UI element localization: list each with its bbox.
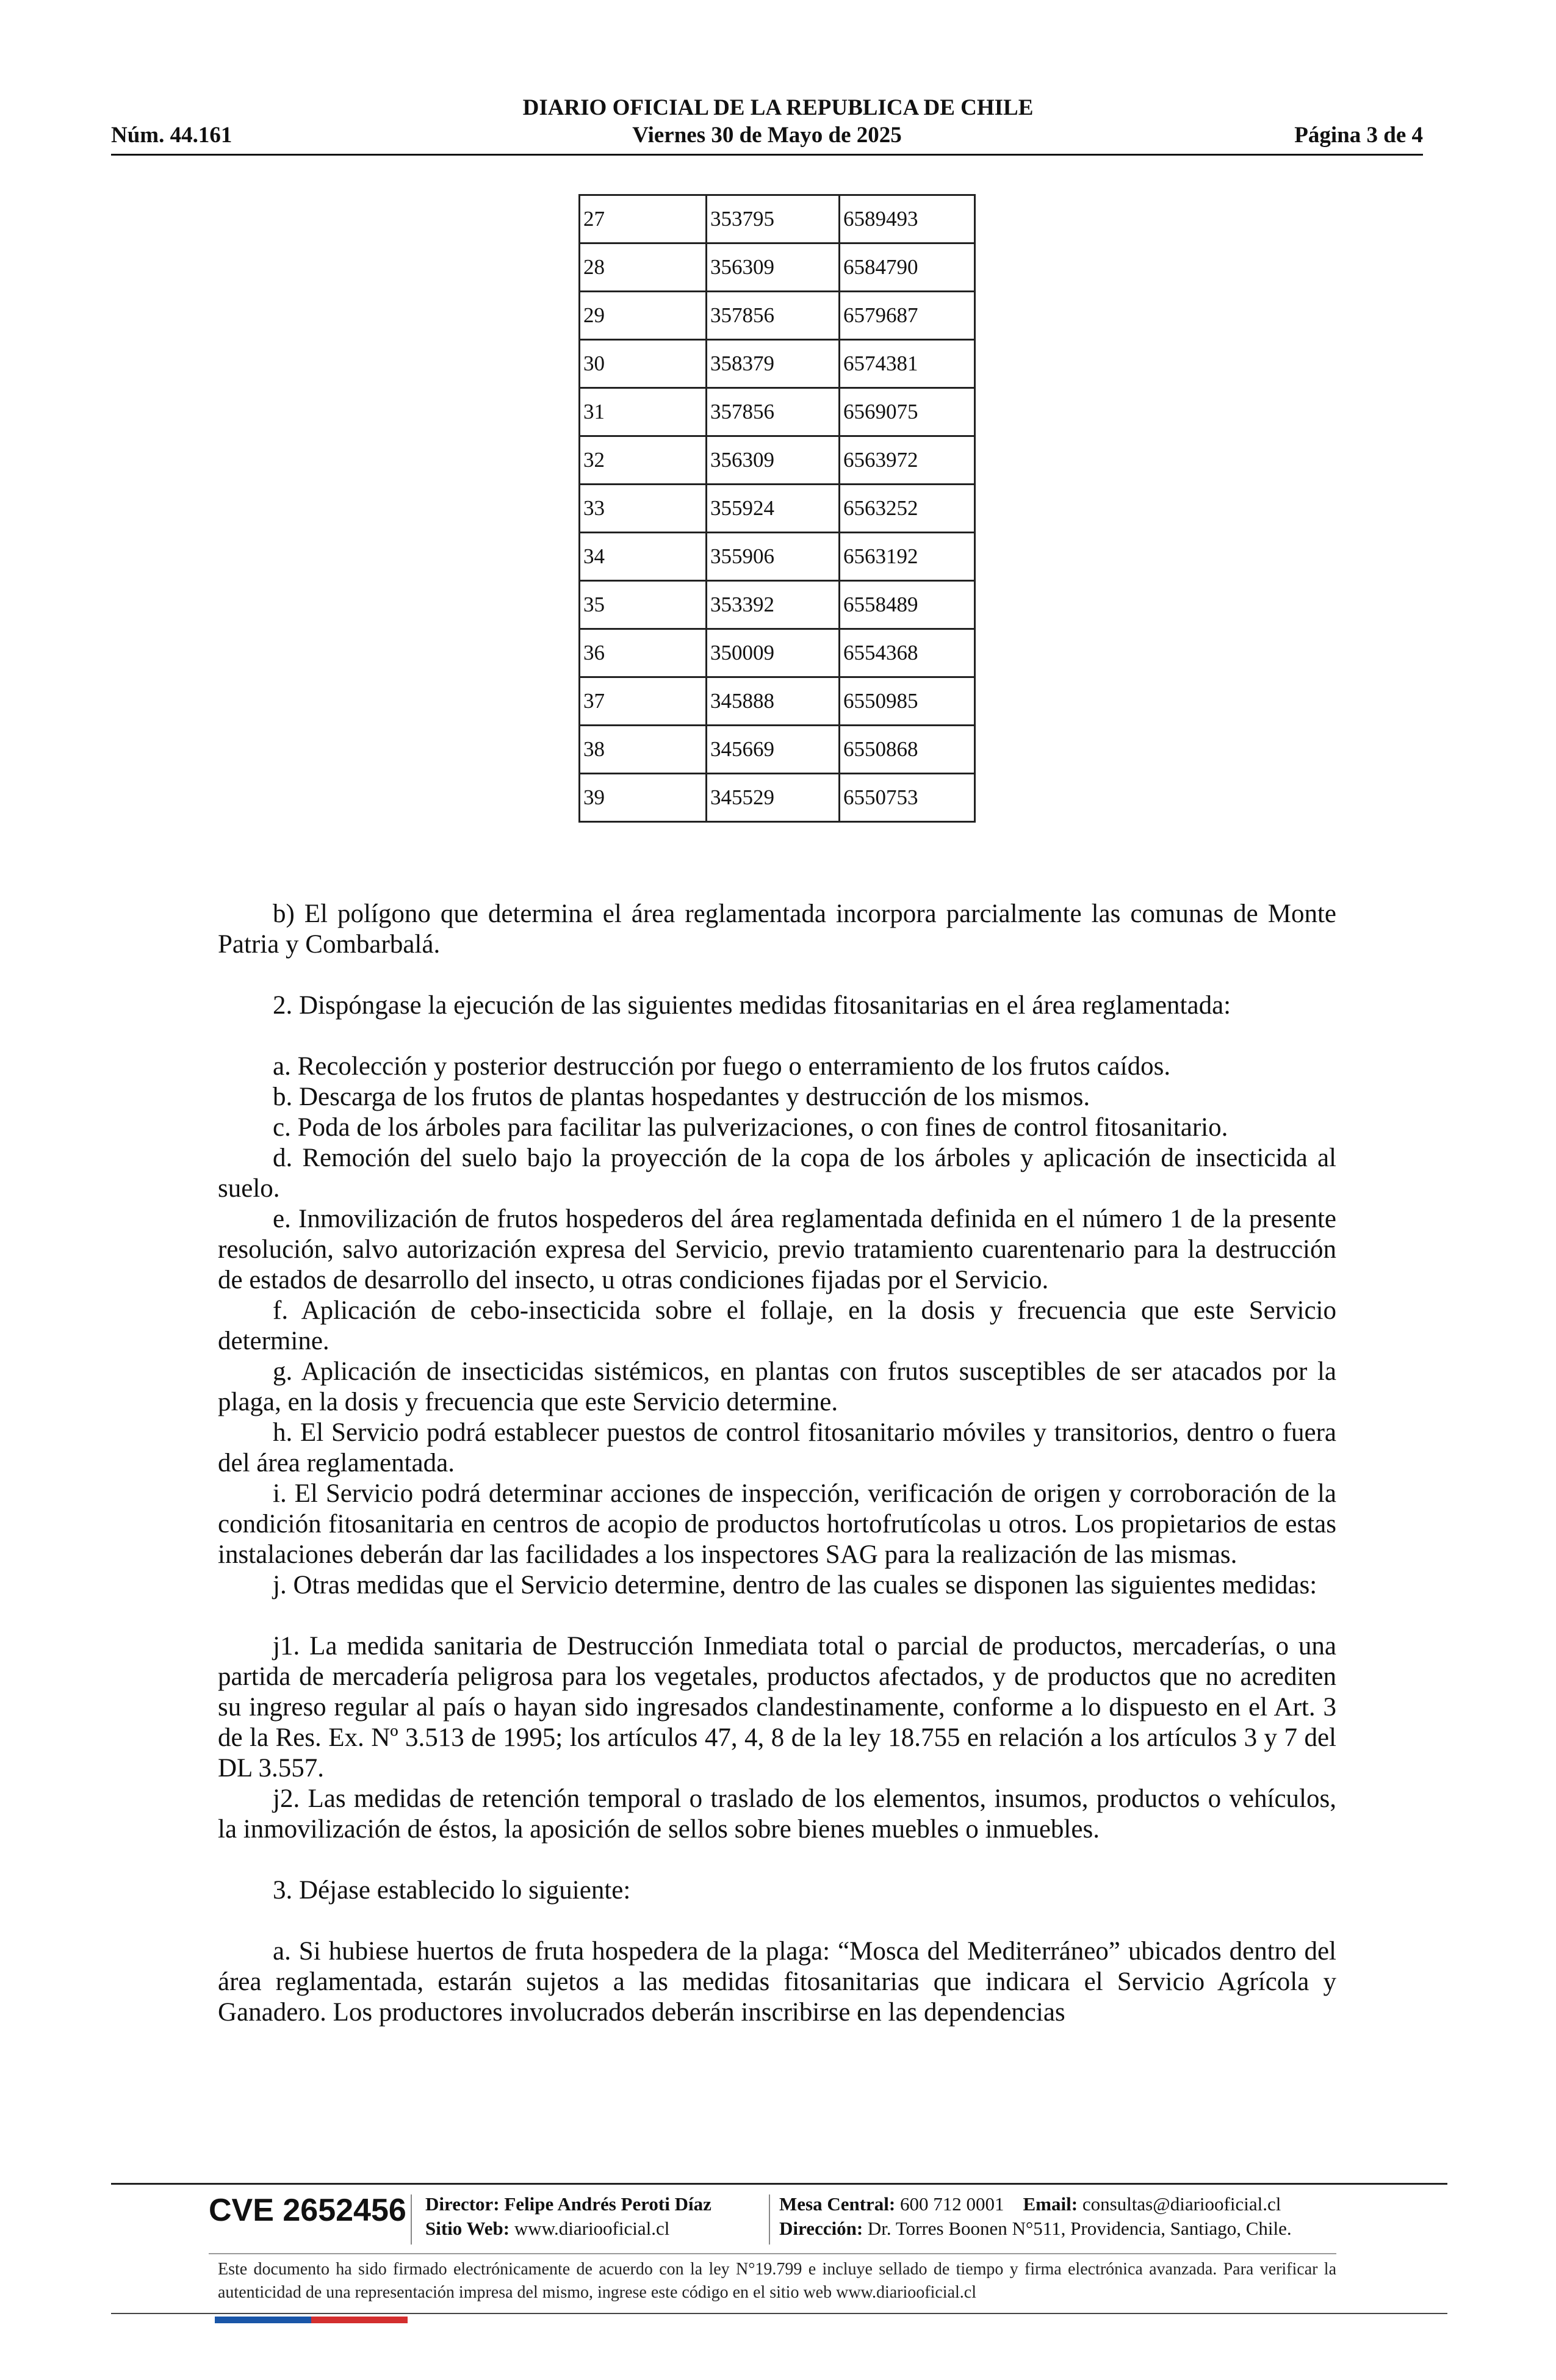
measure-h: h. El Servicio podrá establecer puestos de control fitosanitario móviles y transitorios, dentro o fuera del área reglamentada.	[218, 1418, 1336, 1477]
east-coordinate-cell: 358379	[707, 340, 840, 388]
footer-separator	[411, 2194, 412, 2245]
issue-date: Viernes 30 de Mayo de 2025	[632, 123, 902, 148]
email-link[interactable]: consultas@diariooficial.cl	[1082, 2193, 1281, 2215]
site-link[interactable]: www.diariooficial.cl	[514, 2218, 670, 2239]
header-divider	[111, 154, 1423, 156]
east-coordinate-cell: 355924	[707, 485, 840, 533]
table-row	[580, 485, 975, 533]
point-number-cell: 27	[580, 195, 707, 243]
north-coordinate-cell: 6550868	[840, 726, 975, 774]
table-row	[580, 677, 975, 726]
email-label: Email:	[1023, 2193, 1078, 2215]
east-coordinate-cell: 353795	[707, 195, 840, 243]
east-coordinate-cell: 356309	[707, 243, 840, 292]
east-coordinate-cell: 357856	[707, 292, 840, 340]
mesa-label: Mesa Central:	[779, 2193, 896, 2215]
footer-divider	[111, 2183, 1447, 2185]
east-coordinate-cell: 356309	[707, 436, 840, 485]
north-coordinate-cell: 6589493	[840, 195, 975, 243]
table-row	[580, 388, 975, 436]
footer-contact-block	[779, 2192, 1292, 2241]
measure-a: a. Recolección y posterior destrucción por fuego o enterramiento de los frutos caídos.	[273, 1052, 1171, 1081]
director-label: Director:	[425, 2193, 500, 2215]
measure-g: g. Aplicación de insecticidas sistémicos, en plantas con frutos susceptibles de ser atacados por la plaga, en la dosis y frecuencia que este Servicio determine.	[218, 1357, 1336, 1416]
north-coordinate-cell: 6550753	[840, 774, 975, 822]
east-coordinate-cell: 350009	[707, 629, 840, 677]
table-row	[580, 292, 975, 340]
north-coordinate-cell: 6550985	[840, 677, 975, 726]
newspaper-title: DIARIO OFICIAL DE LA REPUBLICA DE CHILE	[522, 95, 1034, 120]
point-number-cell: 28	[580, 243, 707, 292]
table-row	[580, 436, 975, 485]
east-coordinate-cell: 353392	[707, 581, 840, 629]
point-number-cell: 30	[580, 340, 707, 388]
point-number-cell: 31	[580, 388, 707, 436]
address-value: Dr. Torres Boonen N°511, Providencia, Santiago, Chile.	[867, 2218, 1292, 2239]
header-row	[111, 122, 1423, 150]
east-coordinate-cell: 345888	[707, 677, 840, 726]
table-row	[580, 774, 975, 822]
table-row	[580, 243, 975, 292]
paragraph-b: b) El polígono que determina el área reglamentada incorpora parcialmente las comunas de Monte Patria y Combarbalá.	[218, 900, 1336, 959]
point-number-cell: 33	[580, 485, 707, 533]
point-number-cell: 36	[580, 629, 707, 677]
footer-director-block	[425, 2192, 711, 2241]
measure-b: b. Descarga de los frutos de plantas hospedantes y destrucción de los mismos.	[273, 1083, 1090, 1111]
footer-inner-divider	[209, 2253, 1336, 2254]
north-coordinate-cell: 6563192	[840, 533, 975, 581]
north-coordinate-cell: 6569075	[840, 388, 975, 436]
issue-number: Núm. 44.161	[111, 123, 232, 148]
table-row	[580, 726, 975, 774]
point-number-cell: 29	[580, 292, 707, 340]
measure-f: f. Aplicación de cebo-insecticida sobre el follaje, en la dosis y frecuencia que este Servicio determine.	[218, 1296, 1336, 1355]
flag-bar-red	[311, 2317, 408, 2323]
mesa-phone: 600 712 0001	[900, 2193, 1004, 2215]
north-coordinate-cell: 6563972	[840, 436, 975, 485]
director-name: Felipe Andrés Peroti Díaz	[504, 2193, 711, 2215]
north-coordinate-cell: 6563252	[840, 485, 975, 533]
north-coordinate-cell: 6584790	[840, 243, 975, 292]
point-number-cell: 39	[580, 774, 707, 822]
provision-3a: a. Si hubiese huertos de fruta hospedera de la plaga: “Mosca del Mediterráneo” ubicados dentro del área reglamentada, estarán sujetos a las medidas fitosanitarias que indicara el Servicio Agrícola y Ganadero. Los productores involucrados deberán inscribirse en las dependencias	[218, 1937, 1336, 2027]
table-row	[580, 629, 975, 677]
table-row	[580, 581, 975, 629]
legal-notice: Este documento ha sido firmado electrónicamente de acuerdo con la ley N°19.799 e incluye sellado de tiempo y firma electrónica avanzada. Para verificar la autenticidad de una representación impresa del mismo, ingrese este código en el sitio web www.diariooficial.cl	[218, 2260, 1336, 2302]
north-coordinate-cell: 6579687	[840, 292, 975, 340]
measure-c: c. Poda de los árboles para facilitar las pulverizaciones, o con fines de control fitosanitario.	[273, 1113, 1228, 1142]
east-coordinate-cell: 345669	[707, 726, 840, 774]
east-coordinate-cell: 357856	[707, 388, 840, 436]
point-number-cell: 35	[580, 581, 707, 629]
footer-bottom-divider	[111, 2313, 1447, 2314]
point-number-cell: 38	[580, 726, 707, 774]
measure-d: d. Remoción del suelo bajo la proyección de la copa de los árboles y aplicación de insecticida al suelo.	[218, 1144, 1336, 1203]
site-label: Sitio Web:	[425, 2218, 510, 2239]
resolution-body	[218, 899, 1336, 2028]
north-coordinate-cell: 6554368	[840, 629, 975, 677]
east-coordinate-cell: 345529	[707, 774, 840, 822]
coordinates-table	[578, 194, 976, 823]
measure-e: e. Inmovilización de frutos hospederos del área reglamentada definida en el número 1 de la presente resolución, salvo autorización expresa del Servicio, previo tratamiento cuarentenario para la destrucción de estados de desarrollo del insecto, u otras condiciones fijadas por el Servicio.	[218, 1205, 1336, 1294]
address-label: Dirección:	[779, 2218, 863, 2239]
table-row	[580, 533, 975, 581]
point-number-cell: 32	[580, 436, 707, 485]
point-number-cell: 37	[580, 677, 707, 726]
north-coordinate-cell: 6574381	[840, 340, 975, 388]
east-coordinate-cell: 355906	[707, 533, 840, 581]
paragraph-3-heading: 3. Déjase establecido lo siguiente:	[273, 1876, 631, 1905]
page-indicator: Página 3 de 4	[1294, 123, 1423, 148]
table-row	[580, 195, 975, 243]
cve-code: CVE 2652456	[209, 2193, 406, 2228]
paragraph-2-heading: 2. Dispóngase la ejecución de las siguientes medidas fitosanitarias en el área reglamentada:	[273, 991, 1231, 1020]
footer-separator	[769, 2194, 770, 2245]
measure-i: i. El Servicio podrá determinar acciones de inspección, verificación de origen y corroboración de la condición fitosanitaria en centros de acopio de productos hortofrutícolas u otros. Los propietarios de estas instalaciones deberán dar las facilidades a los inspectores SAG para la realización de las mismas.	[218, 1479, 1336, 1569]
north-coordinate-cell: 6558489	[840, 581, 975, 629]
table-row	[580, 340, 975, 388]
measure-j: j. Otras medidas que el Servicio determine, dentro de las cuales se disponen las siguientes medidas:	[273, 1571, 1317, 1599]
point-number-cell: 34	[580, 533, 707, 581]
measure-j2: j2. Las medidas de retención temporal o traslado de los elementos, insumos, productos o vehículos, la inmovilización de éstos, la aposición de sellos sobre bienes muebles o inmuebles.	[218, 1784, 1336, 1844]
measure-j1: j1. La medida sanitaria de Destrucción Inmediata total o parcial de productos, mercaderías, o una partida de mercadería peligrosa para los vegetales, productos afectados, y de productos que no acrediten su ingreso regular al país o hayan sido ingresados clandestinamente, conforme a lo dispuesto en el Art. 3 de la Res. Ex. Nº 3.513 de 1995; los artículos 47, 4, 8 de la ley 18.755 en relación a los artículos 3 y 7 del DL 3.557.	[218, 1632, 1336, 1783]
flag-bar-blue	[215, 2317, 311, 2323]
